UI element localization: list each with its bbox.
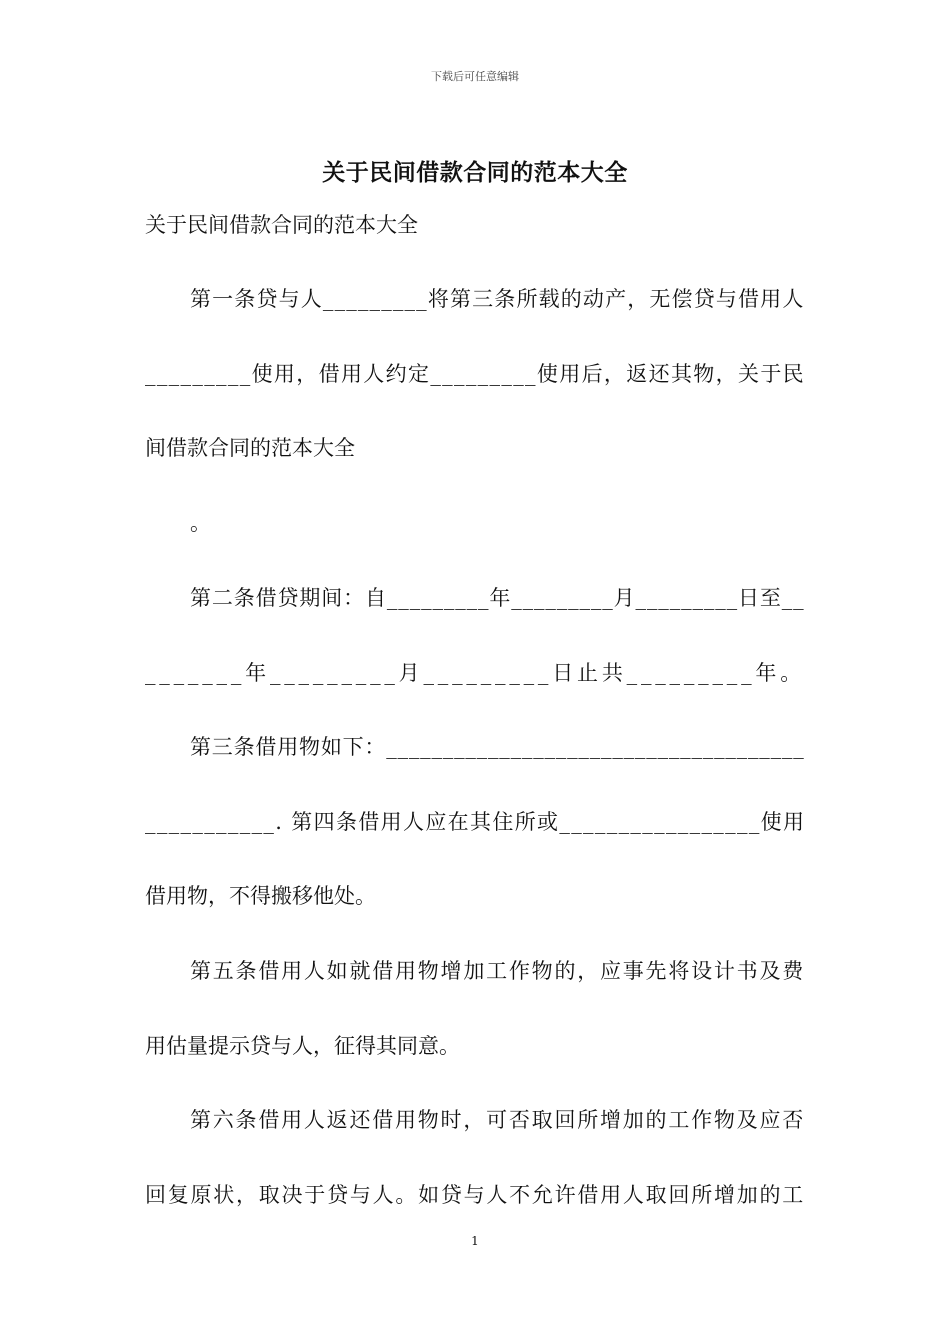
body-line-article-4-cont: 借用物，不得搬移他处。 xyxy=(145,884,376,908)
body-line-article-5-cont: 用估量提示贷与人，征得其同意。 xyxy=(145,1034,460,1058)
body-line-article-2: 第二条借贷期间：自_________年_________月_________日至__ xyxy=(190,586,805,610)
body-line-article-1-cont-2: 间借款合同的范本大全 xyxy=(145,436,355,460)
body-line-article-4: ___________. 第四条借用人应在其住所或_________________使用 xyxy=(145,810,806,834)
page-number: 1 xyxy=(471,1234,479,1248)
document-title: 关于民间借款合同的范本大全 xyxy=(322,159,628,186)
body-line-article-1: 第一条贷与人_________将第三条所载的动产，无偿贷与借用人 xyxy=(190,287,805,311)
body-line-article-6-cont: 回复原状，取决于贷与人。如贷与人不允许借用人取回所增加的工 xyxy=(145,1183,805,1207)
body-line-period: 。 xyxy=(190,511,211,535)
body-line-article-2-cont: _______年_________月_________日止共_________年。 xyxy=(145,661,805,685)
body-line-article-5: 第五条借用人如就借用物增加工作物的，应事先将设计书及费 xyxy=(190,959,805,983)
body-line-article-1-cont: _________使用，借用人约定_________使用后，返还其物，关于民 xyxy=(145,362,805,386)
body-line-subtitle: 关于民间借款合同的范本大全 xyxy=(145,213,418,237)
header-note: 下载后可任意编辑 xyxy=(431,70,519,83)
body-line-article-6: 第六条借用人返还借用物时，可否取回所增加的工作物及应否 xyxy=(190,1108,805,1132)
body-line-article-3: 第三条借用物如下：_____________________________________ xyxy=(190,735,805,759)
